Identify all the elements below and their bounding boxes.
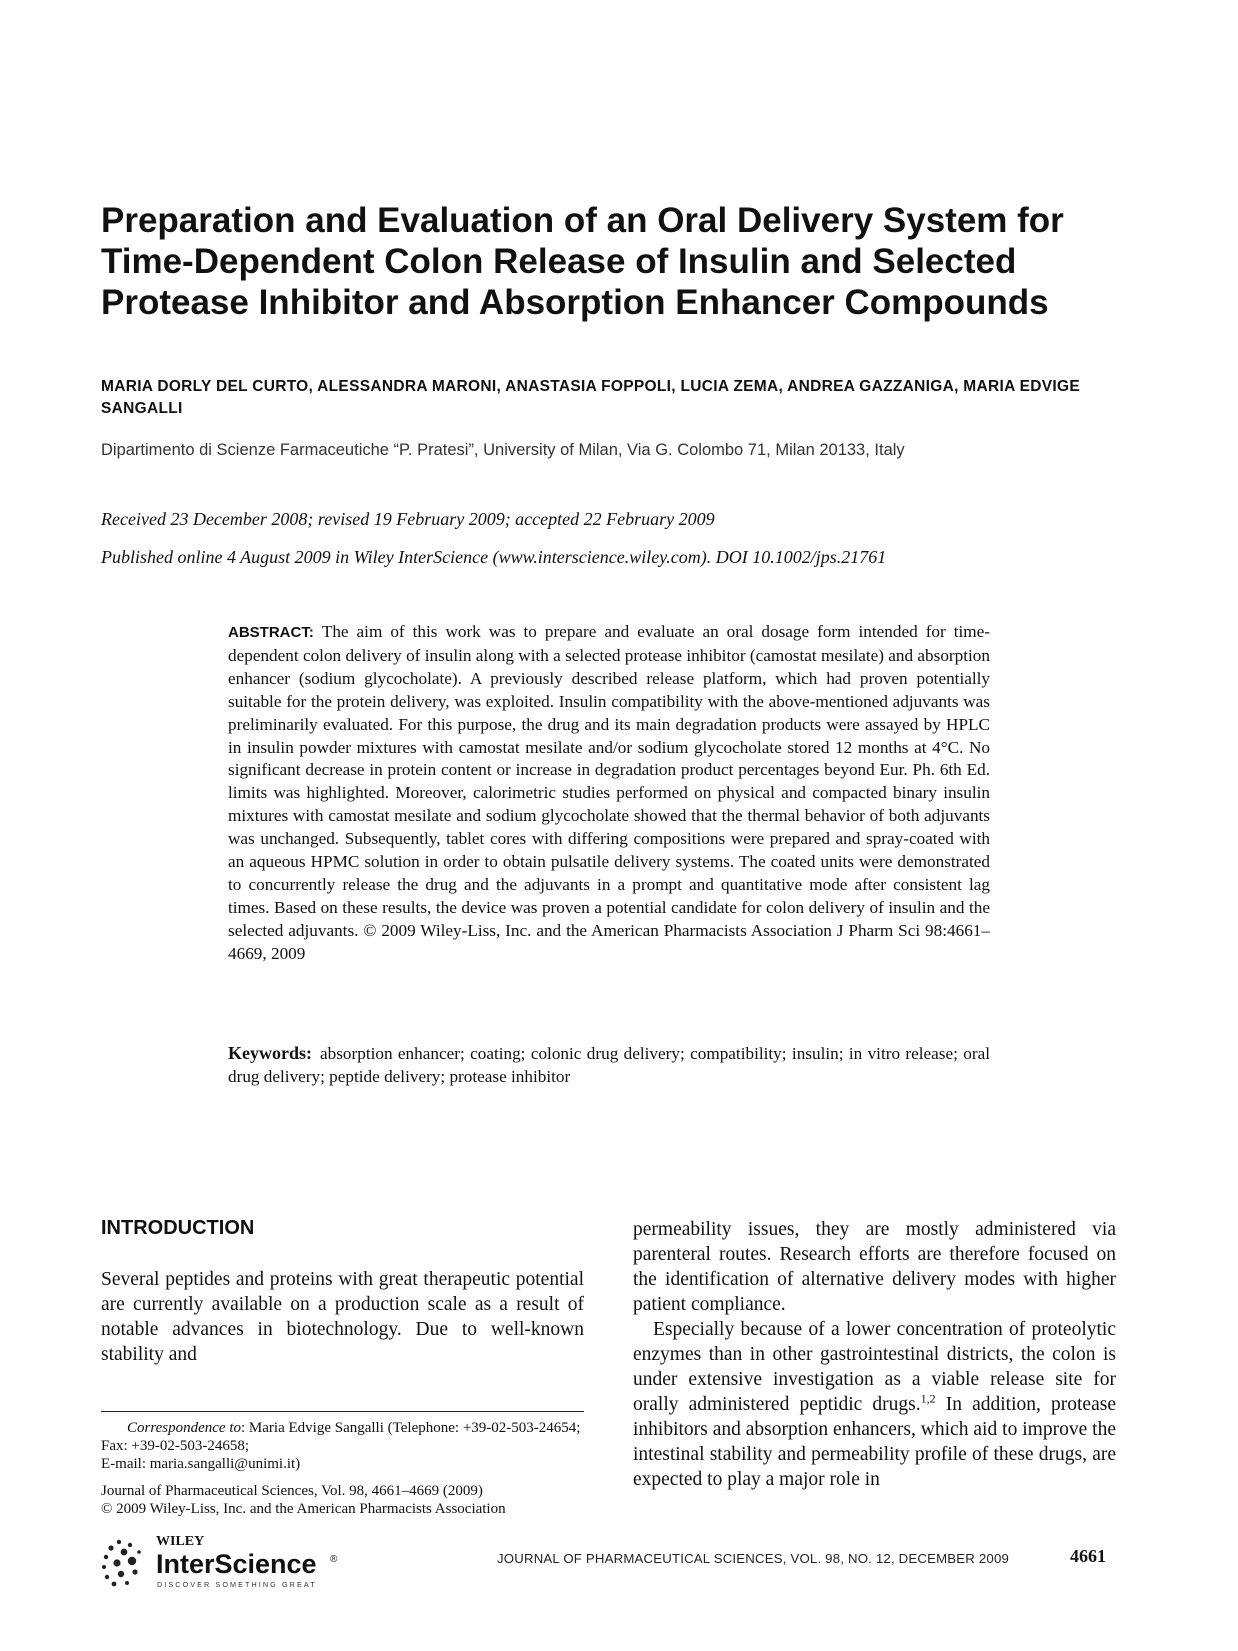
author-affiliation: Dipartimento di Scienze Farmaceutiche “P. Pratesi”, University of Milan, Via G. Colombo 71, Milan 20133, Italy [101, 441, 905, 459]
introduction-paragraph: permeability issues, they are mostly administered via parenteral routes. Research efforts are therefore focused on the identification of alternative delivery modes with higher patient compliance. [633, 1219, 1116, 1315]
article-title: Preparation and Evaluation of an Oral Delivery System for Time-Dependent Colon Release of Insulin and Selected Protease Inhibitor and Absorption Enhancer Compounds [101, 201, 1064, 322]
correspondence-label: Correspondence to [127, 1420, 242, 1436]
correspondence-email: E-mail: maria.sangalli@unimi.it) [101, 1456, 301, 1472]
footnote [101, 1419, 584, 1518]
running-footer: JOURNAL OF PHARMACEUTICAL SCIENCES, VOL. 98, NO. 12, DECEMBER 2009 [497, 1551, 1010, 1566]
received-dates: Received 23 December 2008; revised 19 February 2009; accepted 22 February 2009 [101, 509, 715, 529]
introduction-right-column [633, 1217, 1116, 1492]
abstract-text: The aim of this work was to prepare and evaluate an oral dosage form intended for time-dependent colon delivery of insulin along with a selected protease inhibitor (camostat mesilate) and absorption enhancer (sodium glycocholate). A previously described release platform, which had proven potentially suitable for the protein delivery, was exploited. Insulin compatibility with the above-mentioned adjuvants was preliminarily evaluated. For this purpose, the drug and its main degradation products were assayed by HPLC in insulin powder mixtures with camostat mesilate and/or sodium glycocholate stored 12 months at 4°C. No significant decrease in protein content or increase in degradation product percentages beyond Eur. Ph. 6th Ed. limits was highlighted. Moreover, calorimetric studies performed on physical and compacted binary insulin mixtures with camostat mesilate and sodium glycocholate showed that the thermal behavior of both adjuvants was unchanged. Subsequently, tablet cores with differing compositions were prepared and spray-coated with an aqueous HPMC solution in order to obtain pulsatile delivery systems. The coated units were demonstrated to concurrently release the drug and the adjuvants in a prompt and quantitative mode after consistent lag times. Based on these results, the device was proven a potential candidate for colon delivery of insulin and the selected adjuvants. © 2009 Wiley-Liss, Inc. and the American Pharmacists Association J Pharm Sci 98:4661–4669, 2009 [228, 622, 990, 963]
globe-icon [102, 1540, 141, 1587]
citation-reference[interactable]: 1,2 [920, 1391, 936, 1406]
wiley-wordmark: WILEY [156, 1534, 205, 1549]
interscience-wordmark: InterScience [156, 1549, 317, 1579]
footnote-divider [101, 1411, 584, 1412]
publication-info: Published online 4 August 2009 in Wiley InterScience (www.interscience.wiley.com). DOI 10.1002/jps.21761 [101, 547, 887, 567]
journal-citation: Journal of Pharmaceutical Sciences, Vol. 98, 4661–4669 (2009) [101, 1483, 483, 1499]
wiley-interscience-logo [99, 1530, 369, 1592]
keywords-text: absorption enhancer; coating; colonic drug delivery; compatibility; insulin; in vitro release; oral drug delivery; peptide delivery; protease inhibitor [228, 1044, 990, 1086]
page-number: 4661 [1070, 1546, 1106, 1566]
author-list: MARIA DORLY DEL CURTO, ALESSANDRA MARONI, ANASTASIA FOPPOLI, LUCIA ZEMA, ANDREA GAZZANIGA, MARIA EDVIGE SANGALLI [101, 378, 1081, 417]
correspondence-text: : Maria Edvige Sangalli (Telephone: +39-02-503-24654; Fax: +39-02-503-24658; [101, 1420, 581, 1454]
abstract [228, 621, 990, 966]
copyright-line: © 2009 Wiley-Liss, Inc. and the American Pharmacists Association [101, 1501, 506, 1517]
introduction-left-column: Several peptides and proteins with great therapeutic potential are currently available on a production scale as a result of notable advances in biotechnology. Due to well-known stability and [101, 1269, 584, 1365]
registered-mark: ® [330, 1554, 338, 1565]
introduction-paragraph [633, 1317, 1116, 1492]
keywords [228, 1042, 990, 1089]
paragraph-text: In addition, protease inhibitors and absorption enhancers, which aid to improve the intestinal stability and permeability profile of these drugs, are expected to play a major role in [633, 1394, 1116, 1490]
correspondence-note [101, 1419, 584, 1455]
paragraph-text: Especially because of a lower concentration of proteolytic enzymes than in other gastrointestinal districts, the colon is under extensive investigation as a viable release site for orally administered peptidic drugs. [633, 1319, 1116, 1415]
abstract-label: ABSTRACT: [228, 624, 314, 641]
keywords-label: Keywords: [228, 1043, 312, 1063]
introduction-heading: INTRODUCTION [101, 1217, 255, 1239]
logo-tagline: DISCOVER SOMETHING GREAT [157, 1580, 317, 1589]
